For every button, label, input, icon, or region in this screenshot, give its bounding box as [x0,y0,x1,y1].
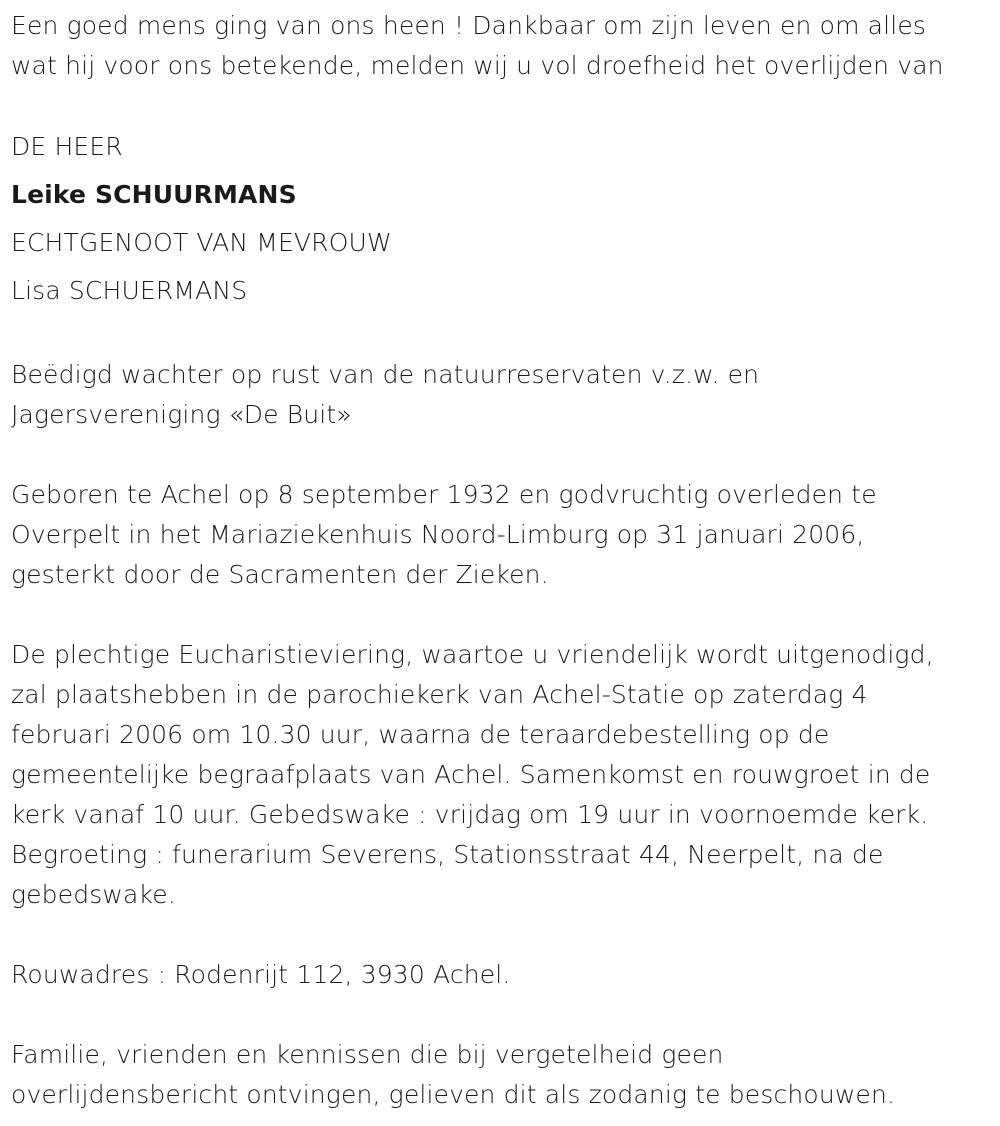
relation-label: ECHTGENOOT VAN MEVROUW [11,228,392,257]
occupation-paragraph [11,355,996,435]
ceremony-line: zal plaatshebben in de parochiekerk van Achel-Statie op zaterdag 4 [11,680,868,709]
closing-paragraph [11,1035,996,1115]
ceremony-line: gebedswake. [11,880,176,909]
birth-death-line: gesterkt door de Sacramenten der Zieken. [11,560,549,589]
birth-death-paragraph [11,475,996,595]
mourning-address: Rouwadres : Rodenrijt 112, 3930 Achel. [11,960,511,989]
intro-line: Een goed mens ging van ons heen ! Dankbaar om zijn leven en om alles [11,11,927,40]
spouse-name: Lisa SCHUERMANS [11,276,248,305]
ceremony-line: februari 2006 om 10.30 uur, waarna de teraardebestelling op de [11,720,830,749]
deceased-identity [11,123,996,315]
ceremony-line: Begroeting : funerarium Severens, Stationsstraat 44, Neerpelt, na de [11,840,884,869]
ceremony-line: De plechtige Eucharistieviering, waartoe u vriendelijk wordt uitgenodigd, [11,640,934,669]
deceased-title: DE HEER [11,132,123,161]
ceremony-line: gemeentelijke begraafplaats van Achel. Samenkomst en rouwgroet in de [11,760,931,789]
birth-death-line: Geboren te Achel op 8 september 1932 en godvruchtig overleden te [11,480,877,509]
birth-death-line: Overpelt in het Mariaziekenhuis Noord-Limburg op 31 januari 2006, [11,520,865,549]
occupation-line: Beëdigd wachter op rust van de natuurreservaten v.z.w. en [11,360,760,389]
closing-line: overlijdensbericht ontvingen, gelieven dit als zodanig te beschouwen. [11,1080,896,1109]
intro-line: wat hij voor ons betekende, melden wij u vol droefheid het overlijden van [11,51,944,80]
ceremony-line: kerk vanaf 10 uur. Gebedswake : vrijdag om 19 uur in voornoemde kerk. [11,800,929,829]
deceased-name: Leike SCHUURMANS [11,180,297,209]
closing-line: Familie, vrienden en kennissen die bij vergetelheid geen [11,1040,724,1069]
address-paragraph [11,955,996,995]
ceremony-paragraph [11,635,996,915]
intro-paragraph [11,6,996,86]
occupation-line: Jagersvereniging «De Buit» [11,400,352,429]
obituary-notice [11,0,996,1115]
